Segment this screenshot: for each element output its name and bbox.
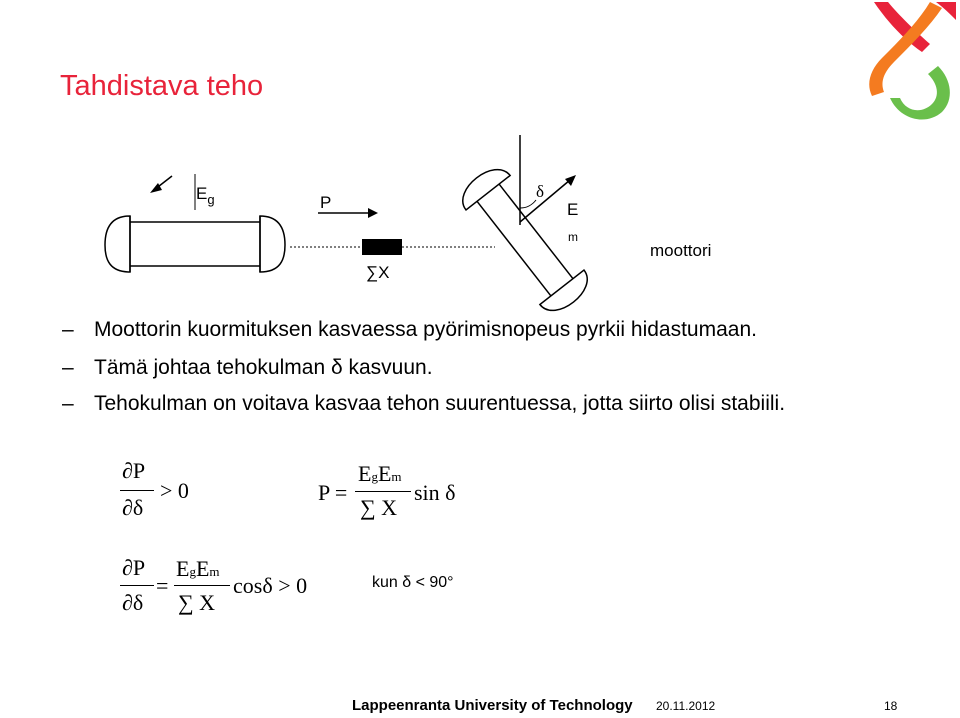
- eq3-frac-denominator: ∑ X: [178, 590, 216, 615]
- label-em-sub: m: [568, 230, 578, 244]
- reactance-block: [362, 239, 402, 255]
- eq2-denominator: ∑ X: [360, 495, 398, 520]
- eq2-lhs: P =: [318, 480, 348, 505]
- eq3-frac-bar: [174, 585, 230, 586]
- label-delta: δ: [536, 182, 545, 201]
- eq1-numerator: ∂P: [122, 458, 146, 483]
- eq3-fraction-bar: [120, 585, 154, 586]
- page-title: Tahdistava teho: [60, 70, 264, 102]
- generator-left-end: [105, 216, 130, 272]
- em-arrow-line: [520, 180, 570, 222]
- eq2-numerator: EgEm: [358, 461, 402, 486]
- label-motor: moottori: [650, 241, 712, 260]
- eq3-numerator: ∂P: [122, 555, 146, 580]
- eq3-equals: =: [156, 573, 169, 598]
- label-reactance: ∑X: [366, 263, 390, 282]
- footer-page-number: 18: [884, 699, 898, 713]
- eq3-denominator: ∂δ: [122, 590, 144, 615]
- lut-logo: [860, 0, 960, 135]
- footer-university: Lappeenranta University of Technology: [352, 697, 633, 714]
- eq2-fraction-bar: [355, 491, 411, 492]
- power-arrow-head: [368, 208, 378, 218]
- label-eg: $E_g$: [196, 184, 215, 207]
- footer-date: 20.11.2012: [656, 699, 716, 713]
- delta-arc: [520, 200, 536, 208]
- generator-right-end: [260, 216, 285, 272]
- label-em: E: [567, 200, 579, 219]
- eq1-relation: > 0: [160, 478, 189, 503]
- bullet-item: – Tämä johtaa tehokulman δ kasvuun.: [62, 356, 433, 379]
- eq3-frac-numerator: EgEm: [176, 556, 220, 581]
- eq3-cos: cosδ > 0: [233, 573, 308, 598]
- em-arrow-head: [565, 175, 576, 186]
- eq1-fraction-bar: [120, 490, 154, 491]
- eq3-condition: kun δ < 90°: [372, 574, 454, 591]
- power-transfer-diagram: [100, 130, 600, 330]
- bullet-item: – Tehokulman on voitava kasvaa tehon suurentuessa, jotta siirto olisi stabiili.: [62, 392, 786, 415]
- eq2-sin: sin δ: [414, 480, 456, 505]
- bullet-item: – Moottorin kuormituksen kasvaessa pyörimisnopeus pyrkii hidastumaan.: [62, 318, 757, 341]
- label-p: P: [320, 193, 332, 212]
- eq1-denominator: ∂δ: [122, 495, 144, 520]
